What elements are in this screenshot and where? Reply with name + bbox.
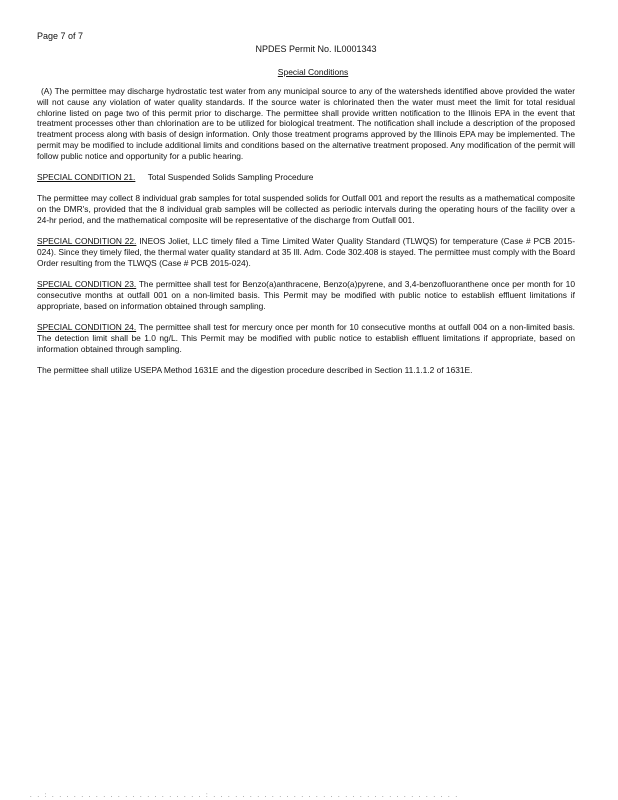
- special-condition-24-body: The permittee shall test for mercury once per month for 10 consecutive months at outfall 004 on a non-limited basis. The detection limit shall be 1.0 ng/L. This Permit may be modified with public notice to establish effluent limitations if appropriate, based on information obtained through sampling.: [37, 322, 575, 354]
- special-condition-21-body: The permittee may collect 8 individual grab samples for total suspended solids for Outfall 001 and report the results as a mathematical composite on the DMR's, provided that the 8 individual grab samples will be collected as periodic intervals during the operating hours of the facility over a 24-hr period, and the mathematical composite will be representative of the discharge from Outfall 001.: [37, 193, 575, 225]
- special-condition-22: [37, 236, 575, 268]
- method-paragraph: The permittee shall utilize USEPA Method 1631E and the digestion procedure described in Section 11.1.1.2 of 1631E.: [37, 364, 473, 375]
- special-condition-22-label: SPECIAL CONDITION 22.: [37, 236, 137, 247]
- hydrostatic-paragraph: (A) The permittee may discharge hydrostatic test water from any municipal source to any of the watersheds identified above provided the water will not cause any violation of water quality standards. If the source water is chlorinated then the water must meet the limit for total residual chlorine listed on page two of this permit prior to discharge. The permittee shall provide written notification to the Illinois EPA in the event that treatment processes other than chlorination are to be utilized for biological treatment. The notification shall include a description of the proposed treatment process along with basis of design information. Only those treatment programs approved by the Illinois EPA may be implemented. The permit may be modified to include additional limits and conditions based on the alternative treatment proposed. Any modification of the permit will follow public notice and opportunity for a public hearing.: [37, 86, 575, 161]
- special-condition-22-body: INEOS Joliet, LLC timely filed a Time Limited Water Quality Standard (TLWQS) for temperature (Case # PCB 2015-024). Since they timely filed, the thermal water quality standard at 35 Ill. Adm. Code 302.408 is stayed. The permittee must comply with the Board Order resulting from the TLWQS (Case # PCB 2015-024).: [37, 236, 575, 268]
- special-condition-21-title: Total Suspended Solids Sampling Procedure: [147, 172, 314, 183]
- section-heading: Special Conditions: [277, 67, 349, 77]
- page-number: Page 7 of 7: [37, 31, 84, 41]
- scan-footer-marks: . . : . . . . . . . . . . . . . . . . . . . . . : . . . . . . . . . . . . . . . . . . . . . . . . . . . . . . . . . .: [30, 793, 460, 799]
- permit-number: NPDES Permit No. IL0001343: [255, 44, 377, 54]
- special-condition-23-label: SPECIAL CONDITION 23.: [37, 279, 137, 290]
- special-condition-23: [37, 279, 575, 311]
- document-body: [37, 86, 575, 386]
- special-condition-24: [37, 322, 575, 354]
- special-condition-21-heading: [37, 172, 575, 183]
- special-condition-21-label: SPECIAL CONDITION 21.: [37, 172, 136, 183]
- special-condition-24-label: SPECIAL CONDITION 24.: [37, 322, 137, 333]
- special-condition-23-body: The permittee shall test for Benzo(a)anthracene, Benzo(a)pyrene, and 3,4-benzofluoranthene once per month for 10 consecutive months at outfall 001 on a non-limited basis. This Permit may be modified with public notice to establish effluent limitations if appropriate, based on information obtained through sampling.: [37, 279, 575, 311]
